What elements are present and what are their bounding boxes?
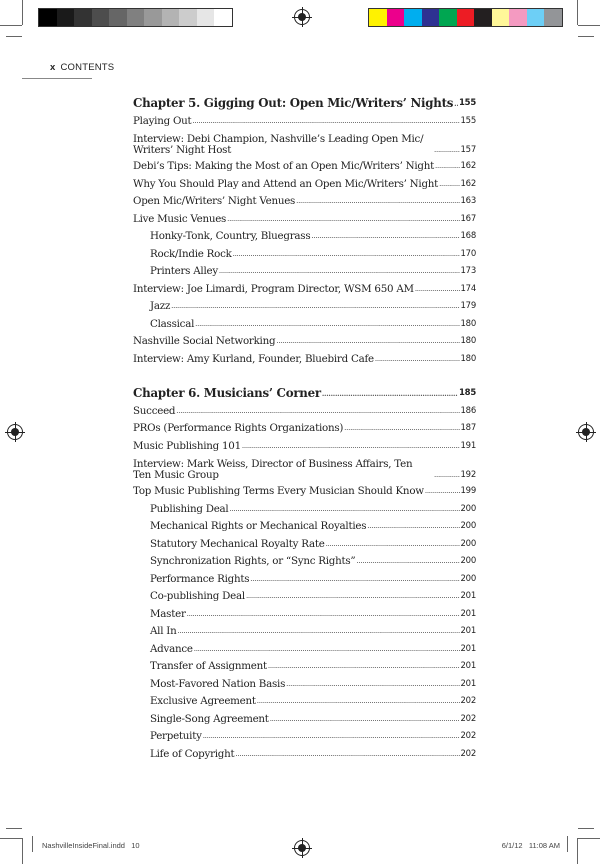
leader-dots	[296, 193, 459, 211]
toc-entry	[133, 571, 476, 589]
registration-mark-icon	[578, 424, 594, 440]
color-swatch	[39, 9, 57, 26]
leader-dots	[268, 658, 460, 676]
page-number: 187	[460, 423, 476, 433]
page-number: 200	[460, 573, 476, 584]
spacer	[133, 368, 476, 385]
toc-entry	[133, 606, 476, 624]
leader-dots	[425, 483, 460, 501]
entry-title: Perpetuity	[150, 730, 202, 742]
page-number: 201	[460, 608, 476, 619]
leader-dots	[276, 333, 459, 351]
page-number: 201	[460, 661, 476, 671]
entry-title: Rock/Indie Rock	[150, 247, 232, 260]
registration-mark-icon	[7, 424, 23, 440]
entry-title: Honky-Tonk, Country, Bluegrass	[150, 230, 311, 242]
entry-title: Most-Favored Nation Basis	[150, 677, 286, 690]
page-number: 202	[460, 696, 476, 706]
page-number: 201	[460, 678, 476, 689]
page-number: 201	[460, 591, 476, 601]
page-number: 200	[460, 556, 476, 566]
running-head	[50, 62, 114, 73]
toc-entry	[133, 746, 476, 764]
page-number: 180	[460, 318, 476, 329]
leader-dots	[178, 623, 460, 641]
page-number: 155	[459, 98, 476, 108]
crop-mark	[578, 828, 594, 829]
entry-title: Single-Song Agreement	[150, 712, 269, 725]
entry-title: All In	[150, 625, 177, 637]
leader-dots	[192, 113, 459, 131]
crop-mark	[0, 25, 22, 26]
entry-title: Interview: Joe Limardi, Program Director, WSM 650 AM	[133, 282, 414, 295]
toc-entry	[133, 193, 476, 211]
toc-entry	[133, 693, 476, 711]
leader-dots	[322, 385, 458, 403]
entry-title: Classical	[150, 317, 195, 330]
toc-entry	[133, 641, 476, 659]
crop-mark	[22, 0, 23, 25]
page-number: 200	[460, 503, 476, 514]
leader-dots	[229, 501, 459, 519]
leader-dots	[270, 711, 460, 729]
toc-entry	[133, 333, 476, 351]
page-number: 200	[460, 538, 476, 549]
page-number: 173	[460, 266, 476, 276]
leader-dots	[219, 263, 460, 281]
toc-entry	[133, 483, 476, 501]
toc-entry	[133, 113, 476, 131]
entry-title: Interview: Mark Weiss, Director of Business Affairs, Ten Ten Music Group	[133, 458, 413, 481]
page-number: 162	[460, 178, 476, 189]
running-head-title: CONTENTS	[60, 62, 115, 73]
page-number: 170	[460, 248, 476, 259]
slug-datetime: 6/1/12 11:08 AM	[501, 841, 560, 850]
leader-dots	[454, 95, 458, 113]
color-swatch	[474, 9, 492, 26]
grayscale-bar	[38, 8, 233, 27]
leader-dots	[176, 403, 459, 421]
leader-dots	[415, 281, 460, 299]
color-swatch	[527, 9, 545, 26]
color-swatch	[162, 9, 180, 26]
page-number: 202	[460, 731, 476, 741]
toc-entry	[133, 711, 476, 729]
crop-mark	[22, 838, 23, 864]
page-number: 202	[460, 713, 476, 724]
toc-entry	[133, 455, 476, 483]
entry-title: Printers Alley	[150, 265, 218, 277]
entry-title: Debi’s Tips: Making the Most of an Open Mic/Writers’ Night	[133, 160, 435, 172]
table-of-contents	[133, 95, 476, 763]
leader-dots	[194, 641, 460, 659]
toc-entry	[133, 623, 476, 641]
crop-mark	[578, 36, 594, 37]
crop-mark	[0, 838, 22, 839]
toc-entry	[133, 351, 476, 369]
page-number: 200	[460, 521, 476, 531]
leader-dots	[286, 676, 459, 694]
toc-entry	[133, 588, 476, 606]
toc-entry	[133, 246, 476, 264]
toc-entry	[133, 158, 476, 176]
page-number: 185	[459, 388, 476, 398]
entry-title: Synchronization Rights, or “Sync Rights”	[150, 555, 356, 567]
toc-entry	[133, 438, 476, 456]
color-swatch	[214, 9, 232, 26]
chapter-heading	[133, 95, 476, 113]
leader-dots	[434, 145, 460, 156]
chapter-heading	[133, 385, 476, 403]
entry-title: Mechanical Rights or Mechanical Royalties	[150, 520, 367, 532]
color-swatch	[404, 9, 422, 26]
toc-entry	[133, 263, 476, 281]
leader-dots	[250, 571, 459, 589]
leader-dots	[187, 606, 460, 624]
slug-rule	[32, 836, 33, 852]
crop-mark	[577, 838, 578, 864]
slug-filename: NashvilleInsideFinal.indd 10	[42, 841, 140, 850]
toc-entry	[133, 228, 476, 246]
toc-entry	[133, 281, 476, 299]
entry-title: Publishing Deal	[150, 502, 229, 515]
entry-title: Chapter 5. Gigging Out: Open Mic/Writers’ Nights	[133, 96, 454, 110]
color-swatch	[369, 9, 387, 26]
registration-mark-icon	[294, 840, 310, 856]
toc-entry	[133, 211, 476, 229]
page-number: 162	[460, 161, 476, 171]
page-number: 180	[460, 353, 476, 364]
leader-dots	[344, 420, 459, 438]
entry-title: Co-publishing Deal	[150, 590, 245, 602]
color-swatch	[127, 9, 145, 26]
color-swatch	[509, 9, 527, 26]
entry-title: Master	[150, 607, 186, 620]
leader-dots	[434, 470, 460, 481]
entry-title: Why You Should Play and Attend an Open Mic/Writers’ Night	[133, 177, 439, 190]
toc-entry	[133, 403, 476, 421]
entry-title: Top Music Publishing Terms Every Musician Should Know	[133, 485, 424, 497]
entry-title: Exclusive Agreement	[150, 695, 256, 707]
leader-dots	[311, 228, 459, 246]
entry-title: Playing Out	[133, 114, 192, 127]
toc-entry	[133, 536, 476, 554]
toc-entry	[133, 676, 476, 694]
color-swatch	[57, 9, 75, 26]
entry-title: Succeed	[133, 404, 176, 417]
toc-entry	[133, 518, 476, 536]
leader-dots	[246, 588, 460, 606]
toc-entry	[133, 501, 476, 519]
page-number: 201	[460, 626, 476, 636]
slug-rule	[567, 836, 568, 852]
color-swatch	[439, 9, 457, 26]
crop-mark	[6, 828, 22, 829]
crop-mark	[578, 25, 600, 26]
entry-title: Interview: Amy Kurland, Founder, Bluebird Cafe	[133, 352, 374, 365]
color-swatch	[492, 9, 510, 26]
registration-mark-icon	[294, 9, 310, 25]
leader-dots	[233, 246, 460, 264]
color-swatch	[387, 9, 405, 26]
toc-entry	[133, 130, 476, 158]
divider	[22, 78, 92, 79]
color-swatch	[422, 9, 440, 26]
leader-dots	[435, 158, 459, 176]
color-swatch	[74, 9, 92, 26]
toc-entry	[133, 658, 476, 676]
color-swatch	[544, 9, 562, 26]
page-number: 199	[460, 486, 476, 496]
crop-mark	[578, 838, 600, 839]
entry-title: Nashville Social Networking	[133, 335, 276, 347]
leader-dots	[203, 728, 460, 746]
leader-dots	[242, 438, 460, 456]
page-number: 180	[460, 336, 476, 346]
entry-title: PROs (Performance Rights Organizations)	[133, 422, 344, 434]
entry-title: Jazz	[150, 300, 171, 312]
entry-title: Music Publishing 101	[133, 439, 241, 452]
color-swatch	[144, 9, 162, 26]
entry-title: Life of Copyright	[150, 747, 235, 760]
page-number: 174	[460, 283, 476, 294]
leader-dots	[257, 693, 460, 711]
color-swatch	[197, 9, 215, 26]
leader-dots	[356, 553, 459, 571]
page-number: 201	[460, 643, 476, 654]
page-number: 202	[460, 748, 476, 759]
color-swatch	[457, 9, 475, 26]
color-swatch	[109, 9, 127, 26]
leader-dots	[439, 176, 459, 194]
entry-title: Open Mic/Writers’ Night Venues	[133, 195, 296, 207]
crop-mark	[6, 36, 22, 37]
page-number: 163	[460, 196, 476, 206]
leader-dots	[195, 316, 459, 334]
page-number: 167	[460, 213, 476, 224]
leader-dots	[227, 211, 459, 229]
page-number: 186	[460, 405, 476, 416]
leader-dots	[375, 351, 460, 369]
entry-title: Statutory Mechanical Royalty Rate	[150, 537, 325, 550]
crop-mark	[577, 0, 578, 25]
leader-dots	[171, 298, 459, 316]
toc-entry	[133, 176, 476, 194]
entry-title: Chapter 6. Musicians’ Corner	[133, 386, 321, 400]
toc-entry	[133, 553, 476, 571]
entry-title: Performance Rights	[150, 572, 250, 585]
entry-title: Advance	[150, 642, 193, 655]
color-swatch	[92, 9, 110, 26]
page-number: 157	[460, 145, 476, 155]
page-number: 168	[460, 231, 476, 241]
leader-dots	[326, 536, 460, 554]
leader-dots	[235, 746, 459, 764]
folio: x	[50, 62, 56, 73]
entry-title: Interview: Debi Champion, Nashville’s Leading Open Mic/ Writers’ Night Host	[133, 133, 424, 156]
toc-entry	[133, 728, 476, 746]
toc-entry	[133, 420, 476, 438]
entry-title: Transfer of Assignment	[150, 660, 267, 672]
leader-dots	[367, 518, 459, 536]
page-number: 192	[460, 470, 476, 480]
page-number: 179	[460, 301, 476, 311]
entry-title: Live Music Venues	[133, 212, 227, 225]
color-bar	[368, 8, 563, 27]
toc-entry	[133, 298, 476, 316]
toc-entry	[133, 316, 476, 334]
page-number: 191	[460, 440, 476, 451]
page-number: 155	[460, 115, 476, 126]
color-swatch	[179, 9, 197, 26]
